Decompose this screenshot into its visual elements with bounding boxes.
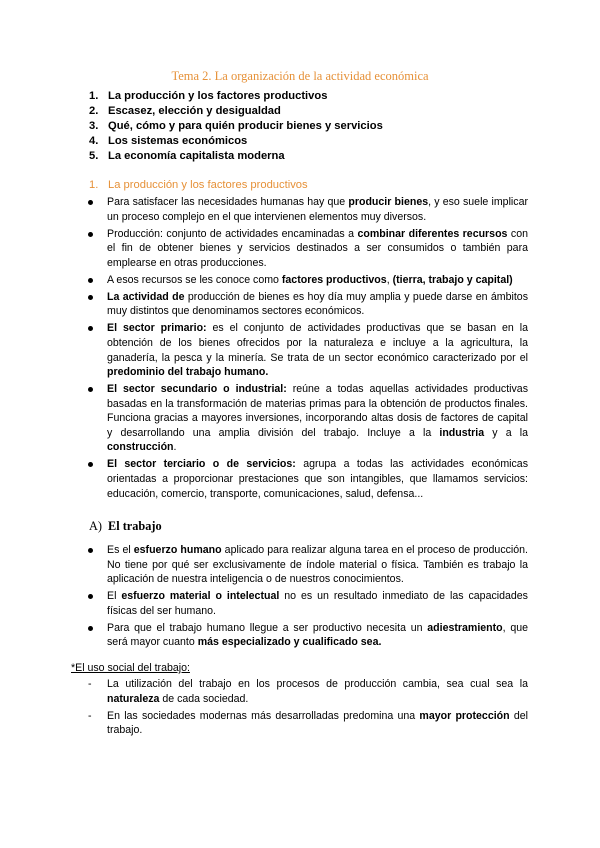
list-item: El sector terciario o de servicios: agrupa a todas las actividades económicas orientadas a proporcionar prestaciones que son intangibles, que llamamos servicios: educación, comercio, transporte, comunicaciones, salud, defensa... [88,457,528,501]
bullet-icon [88,326,93,331]
toc-item: 5. La economía capitalista moderna [89,150,285,162]
list-item: El sector primario: es el conjunto de actividades productivas que se basan en la obtención de los bienes ofrecidos por la naturaleza e incluye a la agricultura, la ganadería, la pesca y la minería. Se trata de un sector económico caracterizado por el predominio del trabajo humano. [88,321,528,379]
toc-item: 1. La producción y los factores productivos [89,90,328,102]
list-item: El sector secundario o industrial: reúne a todas aquellas actividades productivas basadas en la transformación de materias primas para la obtención de productos finales. Funciona gracias a mayores inversiones, incorporando altas dosis de factores de capital y desarrollando una amplia división del trabajo. Incluye a la industria y a la construcción. [88,382,528,455]
list-item: A esos recursos se les conoce como factores productivos, (tierra, trabajo y capital) [88,273,528,288]
bullet-icon [88,548,93,553]
uso-dash-list [88,677,528,740]
dash-icon: - [88,709,92,722]
subsection-heading: A) El trabajo [89,519,162,533]
list-item: Es el esfuerzo humano aplicado para realizar alguna tarea en el proceso de producción. No tiene por qué ser exclusivamente de índole material o física. También es trabajo la aplicación de nuestra inteligencia o de nuestros conocimientos. [88,543,528,587]
list-item: El esfuerzo material o intelectual no es un resultado inmediato de las capacidades físicas del ser humano. [88,589,528,618]
bullet-icon [88,295,93,300]
dash-icon: - [88,678,92,690]
list-item: La actividad de producción de bienes es hoy día muy amplia y puede darse en ámbitos muy distintos que denominamos sectores económicos. [88,290,528,319]
document-title: Tema 2. La organización de la actividad económica [171,69,429,83]
toc-item: 4. Los sistemas económicos [89,135,248,147]
toc-item: 2. Escasez, elección y desigualdad [89,105,281,117]
bullet-icon [88,232,93,237]
bullet-icon [88,200,93,205]
bullet-icon [88,278,93,283]
section-heading: 1. La producción y los factores productivos [89,179,308,191]
bullet-icon [88,626,93,631]
list-item: - En las sociedades modernas más desarrolladas predomina una mayor protección del trabajo. [88,709,528,737]
list-item: Para satisfacer las necesidades humanas hay que producir bienes, y eso suele implicar un proceso complejo en el que intervienen elementos muy diversos. [88,195,528,224]
sectionA-bullet-list [88,543,528,652]
toc-item: 3. Qué, cómo y para quién producir bienes y servicios [89,120,383,132]
bullet-icon [88,462,93,467]
bullet-icon [88,594,93,599]
list-item: Producción: conjunto de actividades encaminadas a combinar diferentes recursos con el fin de obtener bienes y servicios destinados a ser consumidos o también para emplearse en otras producciones. [88,227,528,271]
section1-bullet-list [88,195,528,504]
table-of-contents [89,89,549,164]
uso-social-heading: *El uso social del trabajo: [71,662,190,674]
list-item: - La utilización del trabajo en los procesos de producción cambia, sea cual sea la naturaleza de cada sociedad. [88,678,528,705]
bullet-icon [88,387,93,392]
list-item: Para que el trabajo humano llegue a ser productivo necesita un adiestramiento, que será mayor cuanto más especializado y cualificado sea. [88,621,528,650]
